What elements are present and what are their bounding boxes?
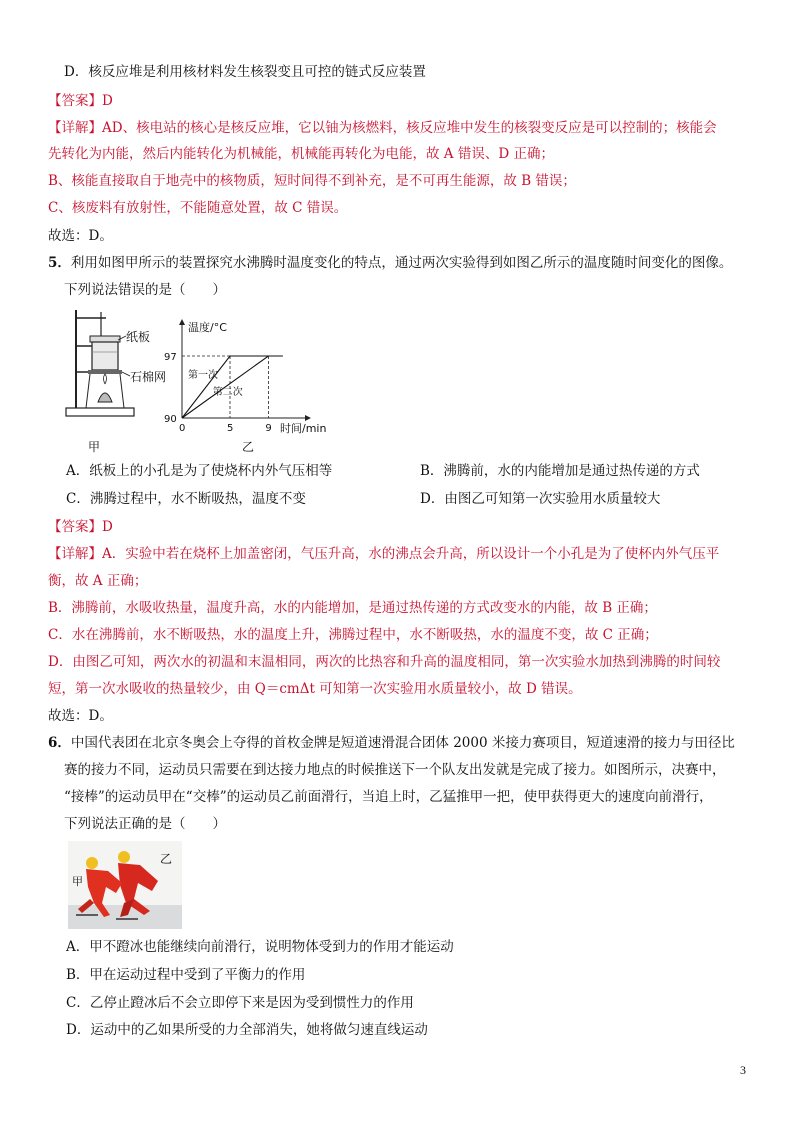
q6-number: 6． [48,735,71,751]
q5-stem-line2: 下列说法错误的是（ ） [64,282,226,298]
q5-option-b: B．沸腾前，水的内能增加是通过热传递的方式 [420,463,700,479]
boiling-apparatus-figure [62,306,174,458]
q5-answer: 【答案】D [48,519,113,535]
label-asbestos-mesh: 石棉网 [130,370,167,384]
label-skater-yi: 乙 [160,852,173,866]
q5-explanation-line1: 【详解】A．实验中若在烧杯上加盖密闭，气压升高，水的沸点会升高，所以设计一个小孔是为了使杯内外气压平 [48,546,720,562]
q5-stem-line1 [48,254,732,272]
y-tick-label-90: 90 [164,414,177,425]
apparatus-base [66,408,134,416]
q6-stem-line1 [48,734,735,752]
x-tick-label-0: 0 [179,423,186,434]
q5-explanation-line2: 衡，故 A 正确； [48,573,148,589]
q4-explanation-line3: B、核能直接取自于地壳中的核物质，短时间得不到补充，是不可再生能源，故 B 错误； [48,173,576,189]
q4-option-d: D．核反应堆是利用核材料发生核裂变且可控的链式反应装置 [64,64,426,80]
q4-explanation-line1: 【详解】AD、核电站的核心是核反应堆，它以铀为核燃料，核反应堆中发生的核裂变反应是可以控制的；核能会 [48,120,717,136]
q5-conclusion: 故选：D。 [48,708,113,724]
x-tick-label-9: 9 [265,423,272,434]
q5-option-c: C．沸腾过程中，水不断吸热，温度不变 [66,491,306,507]
skater-yi-helmet [118,851,130,863]
series-label-2: 第二次 [212,386,243,398]
y-tick-label-97: 97 [164,352,177,363]
skater-jia-helmet [86,857,98,869]
series-label-1: 第一次 [188,370,218,382]
label-cardboard: 纸板 [126,330,151,344]
x-axis-label: 时间/min [280,422,327,435]
q4-explanation-line4: C、核废料有放射性，不能随意处置，故 C 错误。 [48,200,348,216]
q6-option-d: D．运动中的乙如果所受的力全部消失，她将做匀速直线运动 [66,1022,428,1038]
page-number: 3 [740,1063,746,1077]
q4-conclusion: 故选：D。 [48,228,113,244]
q5-explanation-line5: D．由图乙可知，两次水的初温和末温相同，两次的比热容和升高的温度相同，第一次实验水加热到沸腾的时间较 [48,654,721,670]
q4-explanation-line2: 先转化为内能，然后内能转化为机械能，机械能再转化为电能，故 A 错误、D 正确； [48,146,554,162]
flame-icon [104,374,107,384]
label-skater-jia: 甲 [72,875,83,888]
q5-explanation-line6: 短，第一次水吸收的热量较少，由 Q＝cmΔt 可知第一次实验用水质量较小，故 D 错误。 [48,681,582,697]
cardboard-cover [90,336,120,342]
x-tick-label-5: 5 [227,423,234,434]
q5-explanation-line3: B．沸腾前，水吸收热量，温度升高，水的内能增加，是通过热传递的方式改变水的内能，故 B 正确； [48,600,657,616]
q5-option-d: D．由图乙可知第一次实验用水质量较大 [420,491,661,507]
q6-option-a: A．甲不蹬冰也能继续向前滑行，说明物体受到力的作用才能运动 [66,939,454,955]
q5-number: 5． [48,255,71,271]
alcohol-lamp [98,393,112,402]
caption-jia: 甲 [88,440,101,454]
y-axis-label: 温度/°C [188,321,227,334]
q6-option-b: B．甲在运动过程中受到了平衡力的作用 [66,967,306,983]
q6-stem-line3: “接棒”的运动员甲在“交棒”的运动员乙前面滑行，当追上时，乙猛推甲一把，使甲获得更大的速度向前滑行， [64,789,713,805]
beaker [92,342,118,370]
caption-yi: 乙 [242,440,255,454]
speed-skaters-photo [68,841,182,929]
q5-explanation-line4: C．水在沸腾前，水不断吸热，水的温度上升，沸腾过程中，水不断吸热，水的温度不变，故 C 正确； [48,627,658,643]
q5-stem-text: 利用如图甲所示的装置探究水沸腾时温度变化的特点，通过两次实验得到如图乙所示的温度随时间变化的图像。 [70,255,733,271]
q6-stem-line4: 下列说法正确的是（ ） [64,816,226,832]
temperature-time-chart [160,314,340,460]
q4-answer: 【答案】D [48,93,113,109]
q6-option-c: C．乙停止蹬冰后不会立即停下来是因为受到惯性力的作用 [66,995,414,1011]
q6-stem-line2: 赛的接力不同，运动员只需要在到达接力地点的时候推送下一个队友出发就是完成了接力。如图所示，决赛中， [64,762,726,778]
q6-stem-text: 中国代表团在北京冬奥会上夺得的首枚金牌是短道速滑混合团体 2000 米接力赛项目，短道速滑的接力与田径比 [70,735,735,751]
q5-option-a: A．纸板上的小孔是为了使烧杯内外气压相等 [66,463,333,479]
